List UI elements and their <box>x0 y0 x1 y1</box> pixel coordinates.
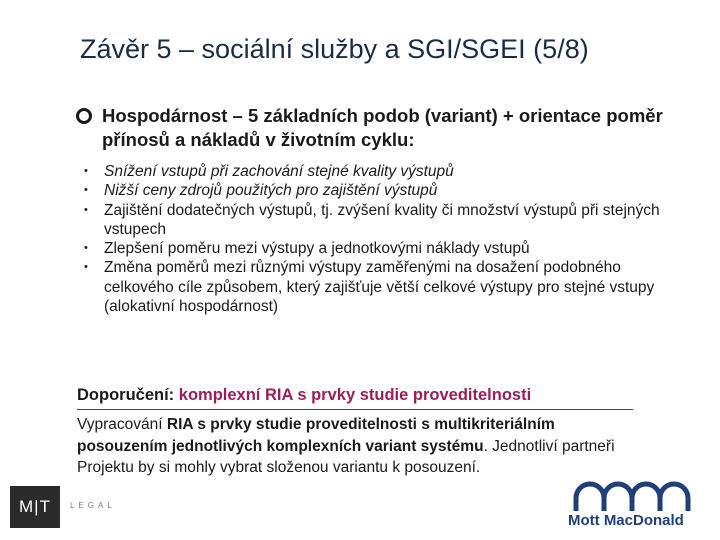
mt-legal-wordmark: LEGAL <box>70 501 116 510</box>
list-item <box>84 201 684 240</box>
paragraph-bold-text: RIA s prvky studie proveditelnosti s multikriteriálním posouzením jednotlivých komplexních variant systému <box>77 416 555 455</box>
bullet-dot-icon: • <box>84 203 88 216</box>
conclusion-paragraph <box>77 414 642 479</box>
mt-legal-mark: M|T <box>10 486 60 528</box>
bullet-dot-icon: • <box>84 261 88 274</box>
paragraph-text: . Jednotliví partneři Projektu by si mohly vybrat složenou variantu k posouzení. <box>77 437 615 476</box>
list-item-text: Zajištění dodatečných výstupů, tj. zvýšení kvality či množství výstupů při stejných vstupech <box>104 201 660 238</box>
list-item <box>84 181 684 200</box>
paragraph-text: Vypracování <box>77 416 167 433</box>
bullet-list <box>84 162 684 316</box>
list-item-text: Zlepšení poměru mezi výstupy a jednotkovými náklady vstupů <box>104 240 530 258</box>
section-heading-text: Hospodárnost – 5 základních podob (variant) + orientace poměr přínosů a nákladů v životním cyklu: <box>102 105 663 150</box>
hollow-circle-bullet-icon <box>76 108 92 124</box>
list-item-text: Snížení vstupů při zachování stejné kvality výstupů <box>104 163 454 180</box>
recommendation-text: komplexní RIA s prvky studie proveditelnosti <box>178 386 532 404</box>
list-item-text: Nižší ceny zdrojů použitých pro zajištění výstupů <box>104 182 438 200</box>
divider <box>77 409 633 410</box>
list-item <box>84 239 684 258</box>
mott-macdonald-logo <box>562 478 712 534</box>
list-item <box>84 258 684 316</box>
list-item <box>84 162 684 181</box>
bullet-dot-icon: • <box>84 165 88 177</box>
mott-macdonald-wordmark: Mott MacDonald <box>568 512 684 529</box>
mott-macdonald-arches-icon <box>562 478 712 514</box>
bullet-dot-icon: • <box>84 184 88 197</box>
mt-legal-logo <box>10 486 116 528</box>
recommendation <box>77 386 677 405</box>
bullet-dot-icon: • <box>84 242 88 255</box>
recommendation-label: Doporučení: <box>77 386 175 404</box>
list-item-text: Změna poměrů mezi různými výstupy zaměřenými na dosažení podobného celkového cíle způsobem, který zajišťuje větší celkové výstupy pro stejné vstupy (alokativní hospodárnost) <box>104 259 655 316</box>
slide-title: Závěr 5 – sociální služby a SGI/SGEI (5/8) <box>80 34 589 64</box>
section-heading <box>76 104 686 152</box>
